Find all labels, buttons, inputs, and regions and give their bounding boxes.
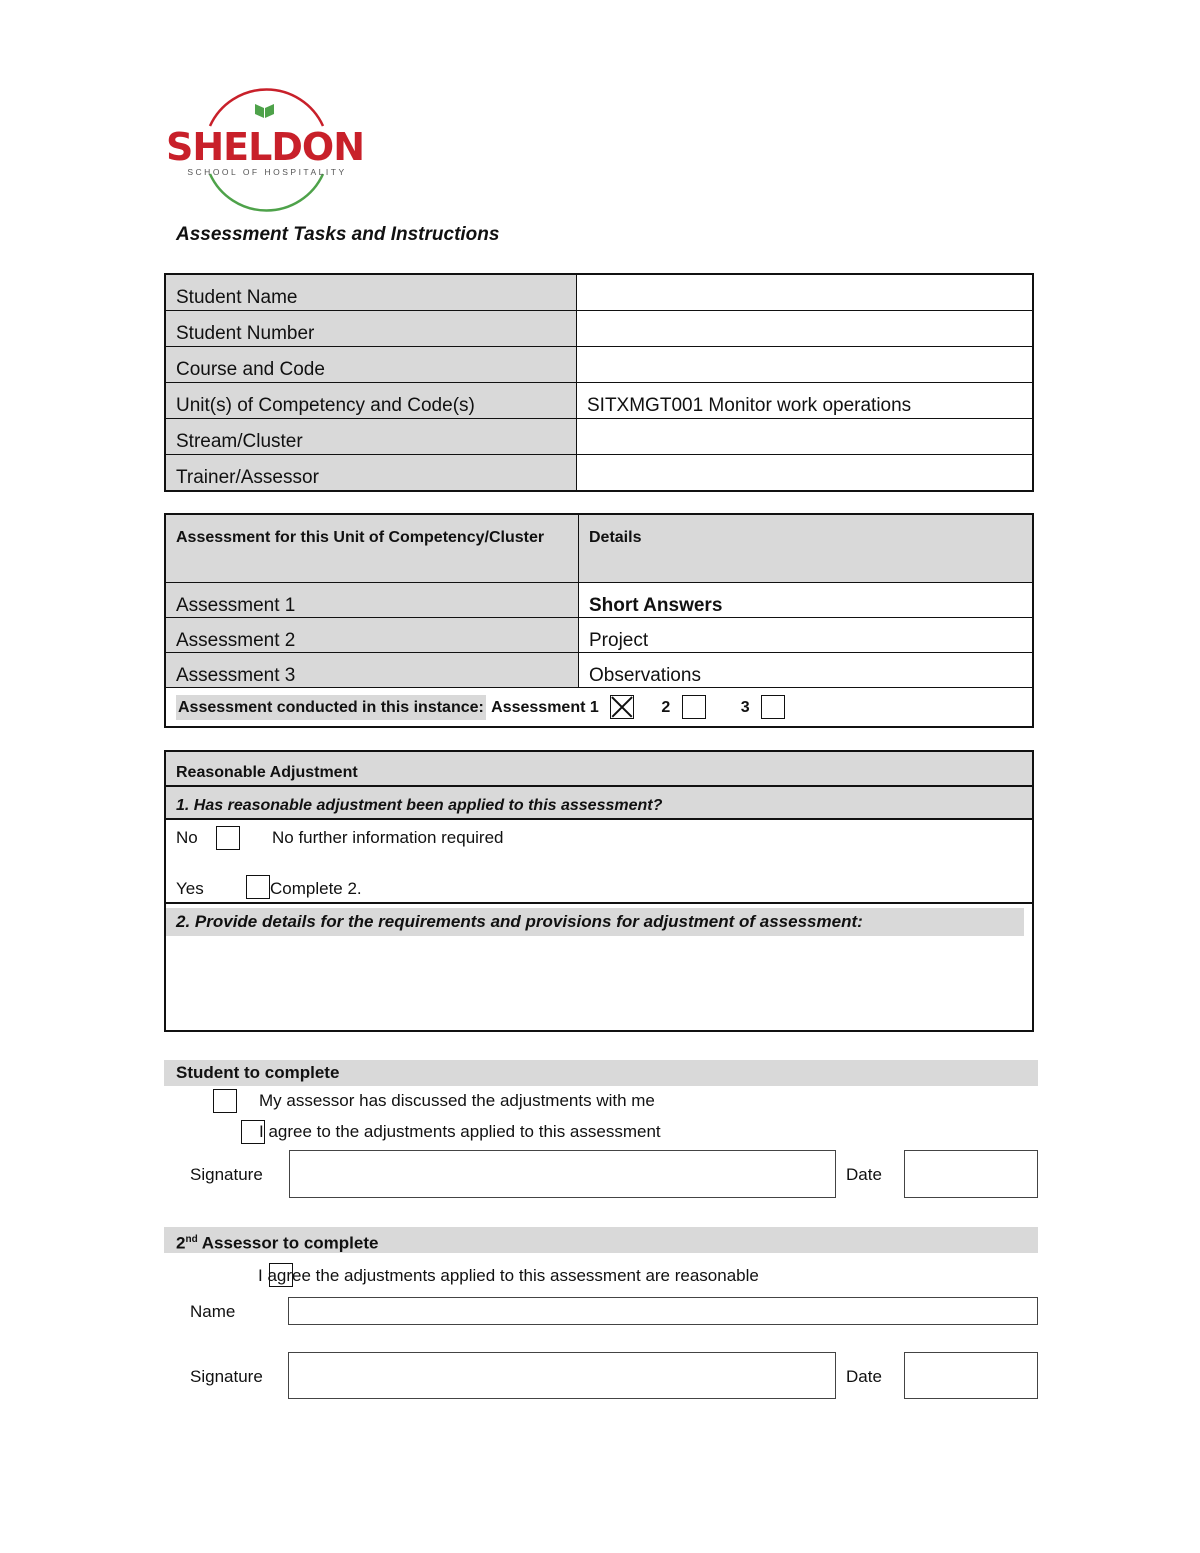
reasonable-adjustment-box — [164, 750, 1034, 1032]
label-cell: Course and Code — [165, 347, 577, 383]
yes-label: Yes — [176, 879, 204, 898]
label-cell: Student Number — [165, 311, 577, 347]
table-row — [165, 583, 1033, 618]
student-item-1: My assessor has discussed the adjustments with me — [259, 1091, 655, 1110]
assessment-table — [164, 513, 1034, 728]
assessor2-title-num: 2 — [176, 1233, 186, 1253]
student-signature-field[interactable] — [289, 1150, 836, 1198]
yes-checkbox[interactable] — [246, 875, 270, 899]
assessment-label: Assessment 1 — [165, 583, 579, 618]
assessor2-date-label: Date — [846, 1367, 882, 1386]
label-cell: Student Name — [165, 274, 577, 311]
student-item-2: I agree to the adjustments applied to this assessment — [259, 1122, 661, 1141]
header-assessment: Assessment for this Unit of Competency/Cluster — [165, 514, 579, 583]
assessor2-title-sup: nd — [185, 1234, 198, 1245]
student-signature-label: Signature — [190, 1165, 263, 1184]
logo-wordmark: SHELDON — [166, 125, 364, 169]
stream-cluster-field[interactable] — [577, 419, 1034, 455]
label-cell: Stream/Cluster — [165, 419, 577, 455]
assessor2-item-1: I agree the adjustments applied to this assessment are reasonable — [258, 1266, 759, 1285]
table-row — [165, 383, 1033, 419]
conducted-label: Assessment conducted in this instance: — [176, 695, 486, 720]
table-row — [165, 347, 1033, 383]
student-date-label: Date — [846, 1165, 882, 1184]
table-header-row — [165, 514, 1033, 583]
student-discussed-checkbox[interactable] — [213, 1089, 237, 1113]
assessor2-signature-field[interactable] — [288, 1352, 836, 1399]
student-number-field[interactable] — [577, 311, 1034, 347]
assessor2-title-rest: Assessor to complete — [197, 1233, 379, 1253]
conducted-cell — [165, 688, 1033, 728]
assessment-detail: Observations — [579, 653, 1034, 688]
table-row — [165, 618, 1033, 653]
assessor2-name-field[interactable] — [288, 1297, 1038, 1325]
ra-question-1: 1. Has reasonable adjustment been applied to this assessment? — [166, 787, 1032, 818]
table-row — [165, 419, 1033, 455]
trainer-assessor-field[interactable] — [577, 455, 1034, 492]
assessment-label: Assessment 3 — [165, 653, 579, 688]
no-checkbox[interactable] — [216, 826, 240, 850]
assessment-1-checkbox[interactable] — [610, 695, 634, 719]
student-section-title: Student to complete — [164, 1060, 1038, 1086]
divider — [166, 902, 1032, 904]
assessor2-signature-label: Signature — [190, 1367, 263, 1386]
sheldon-logo — [166, 88, 364, 208]
logo-tagline: SCHOOL OF HOSPITALITY — [187, 167, 347, 177]
assessment-detail: Project — [579, 618, 1034, 653]
document-title: Assessment Tasks and Instructions — [176, 224, 500, 245]
assessor2-section-title — [164, 1227, 1038, 1253]
table-row — [165, 274, 1033, 311]
student-date-field[interactable] — [904, 1150, 1038, 1198]
table-row — [165, 455, 1033, 492]
conducted-prefix: Assessment 1 — [491, 699, 599, 717]
ra-question-2: 2. Provide details for the requirements and provisions for adjustment of assessment: — [166, 908, 1024, 936]
ra-title: Reasonable Adjustment — [166, 752, 1032, 785]
label-cell: Unit(s) of Competency and Code(s) — [165, 383, 577, 419]
assessment-detail: Short Answers — [579, 583, 1034, 618]
header-details: Details — [579, 514, 1034, 583]
assessor2-name-label: Name — [190, 1302, 236, 1321]
no-text: No further information required — [272, 828, 504, 847]
student-info-table — [164, 273, 1034, 492]
unit-competency-field[interactable]: SITXMGT001 Monitor work operations — [577, 383, 1034, 419]
divider — [166, 818, 1032, 820]
table-row — [165, 311, 1033, 347]
assessment-2-checkbox[interactable] — [682, 695, 706, 719]
assessor2-date-field[interactable] — [904, 1352, 1038, 1399]
student-name-field[interactable] — [577, 274, 1034, 311]
conducted-row — [165, 688, 1033, 728]
course-code-field[interactable] — [577, 347, 1034, 383]
no-label: No — [176, 828, 198, 847]
ra-details-field[interactable] — [176, 942, 1016, 1022]
table-row — [165, 653, 1033, 688]
assessment-label: Assessment 2 — [165, 618, 579, 653]
option-2-label: 2 — [661, 699, 671, 717]
assessment-3-checkbox[interactable] — [761, 695, 785, 719]
option-3-label: 3 — [740, 699, 750, 717]
label-cell: Trainer/Assessor — [165, 455, 577, 492]
yes-text: Complete 2. — [270, 879, 362, 898]
